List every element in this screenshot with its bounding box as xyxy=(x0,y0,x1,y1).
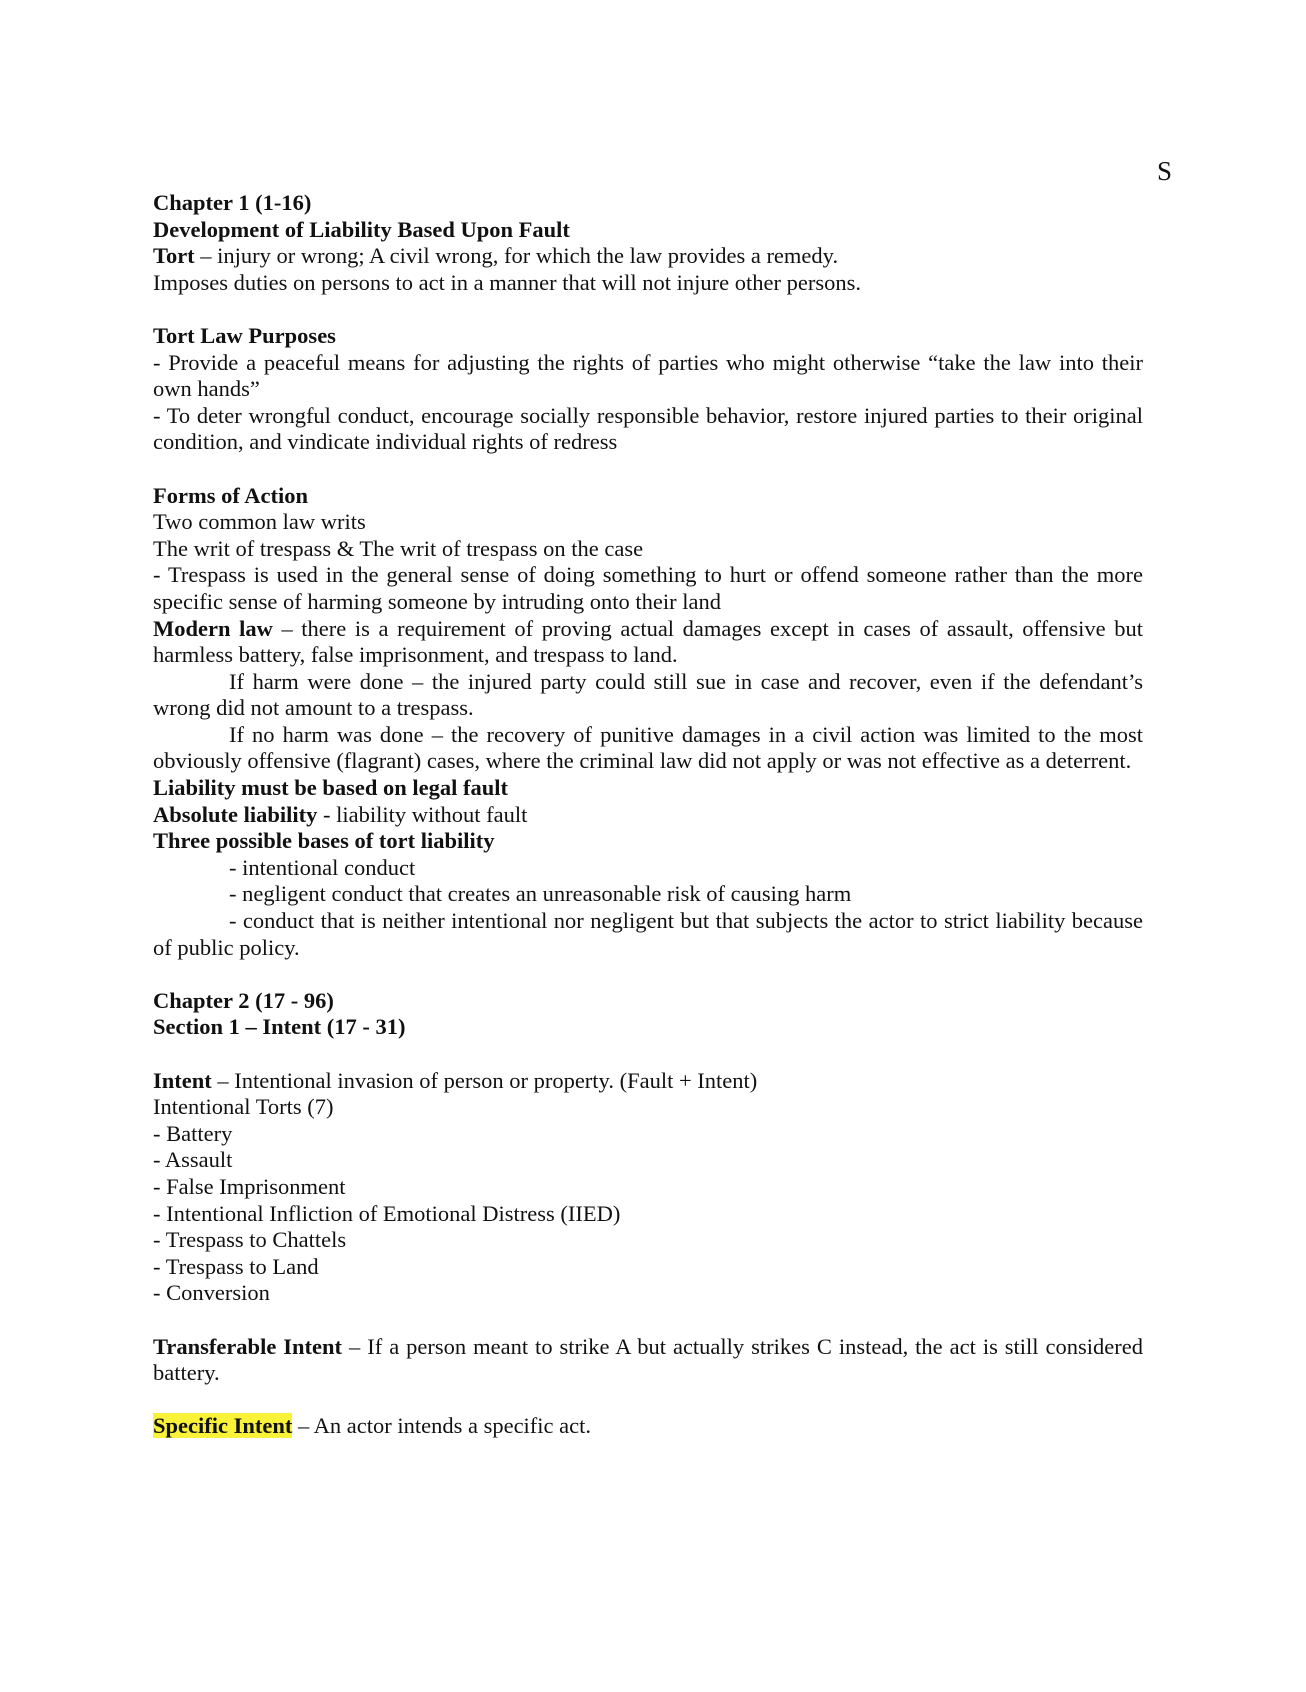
forms-line-2: The writ of trespass & The writ of trespass on the case xyxy=(153,535,644,561)
specific-intent-term: Specific Intent xyxy=(153,1413,293,1439)
tort-list-item: - Intentional Infliction of Emotional Distress (IIED) xyxy=(153,1200,621,1226)
intent-definition xyxy=(153,1068,1143,1095)
intent-term: Intent xyxy=(153,1067,212,1093)
tort-term: Tort xyxy=(153,243,195,269)
tort-list-item: - Trespass to Land xyxy=(153,1253,319,1279)
section-1-heading: Section 1 – Intent (17 - 31) xyxy=(153,1014,406,1040)
page-corner-letter: S xyxy=(1157,156,1173,186)
transferable-intent-term: Transferable Intent xyxy=(153,1333,343,1359)
purposes-heading: Tort Law Purposes xyxy=(153,322,336,348)
basis-item-2: - negligent conduct that creates an unreasonable risk of causing harm xyxy=(229,881,852,907)
absolute-liability-term: Absolute liability xyxy=(153,801,318,827)
tort-def-text: – injury or wrong; A civil wrong, for which the law provides a remedy. xyxy=(194,243,839,269)
tort-list-item: - False Imprisonment xyxy=(153,1173,346,1199)
chapter-1-subheading: Development of Liability Based Upon Fault xyxy=(153,216,570,242)
specific-intent-line xyxy=(153,1413,1143,1440)
no-harm-paragraph: If no harm was done – the recovery of punitive damages in a civil action was limited to the most obviously offensive (flagrant) cases, where the criminal law did not apply or was not effective as a deterrent. xyxy=(153,721,1143,774)
absolute-liability-def: - liability without fault xyxy=(317,801,528,827)
tort-list-item: - Trespass to Chattels xyxy=(153,1227,347,1253)
transferable-intent-paragraph xyxy=(153,1334,1143,1387)
purpose-item-2: - To deter wrongful conduct, encourage socially responsible behavior, restore injured parties to their original condition, and vindicate individual rights of redress xyxy=(153,402,1143,455)
forms-line-3: - Trespass is used in the general sense of doing something to hurt or offend someone rather than the more specific sense of harming someone by intruding onto their land xyxy=(153,562,1143,614)
forms-line-1: Two common law writs xyxy=(153,509,366,535)
liability-heading: Liability must be based on legal fault xyxy=(153,775,509,801)
bases-heading: Three possible bases of tort liability xyxy=(153,828,495,854)
tort-list-item: - Battery xyxy=(153,1120,233,1146)
harm-done-paragraph: If harm were done – the injured party could still sue in case and recover, even if the defendant’s wrong did not amount to a trespass. xyxy=(153,668,1143,721)
transferable-intent-def: – If a person meant to strike A but actually strikes C instead, the act is still considered battery. xyxy=(153,1333,1143,1386)
document-body xyxy=(153,190,1143,1440)
modern-law-def: – there is a requirement of proving actual damages except in cases of assault, offensive but harmless battery, false imprisonment, and trespass to land. xyxy=(153,615,1143,668)
basis-item-1: - intentional conduct xyxy=(229,854,416,880)
tort-list-item: - Assault xyxy=(153,1147,233,1173)
absolute-liability-line xyxy=(153,802,1143,829)
intent-def: – Intentional invasion of person or property. (Fault + Intent) xyxy=(211,1067,758,1093)
intentional-torts-label: Intentional Torts (7) xyxy=(153,1094,334,1120)
modern-law-paragraph xyxy=(153,616,1143,669)
purpose-item-1: - Provide a peaceful means for adjusting the rights of parties who might otherwise “take the law into their own hands” xyxy=(153,349,1143,402)
chapter-2-heading: Chapter 2 (17 - 96) xyxy=(153,987,334,1013)
forms-heading: Forms of Action xyxy=(153,482,308,508)
tort-duties-line: Imposes duties on persons to act in a manner that will not injure other persons. xyxy=(153,269,861,295)
chapter-1-heading: Chapter 1 (1-16) xyxy=(153,190,312,215)
tort-list-item: - Conversion xyxy=(153,1280,270,1306)
basis-item-3: - conduct that is neither intentional nor negligent but that subjects the actor to strict liability because of public policy. xyxy=(153,908,1143,960)
modern-law-term: Modern law xyxy=(153,615,273,641)
tort-definition xyxy=(153,243,1143,270)
specific-intent-def: – An actor intends a specific act. xyxy=(292,1413,592,1439)
